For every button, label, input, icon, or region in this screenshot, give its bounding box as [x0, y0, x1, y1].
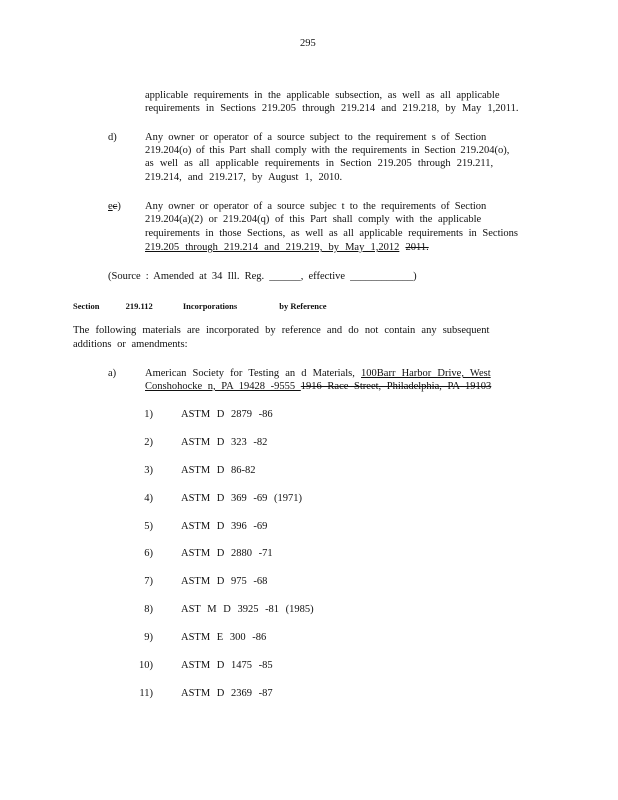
para-d-line-3: as well as all applicable requirements in Section 219.205 through 219.211, — [145, 158, 494, 169]
page-number: 295 — [300, 38, 316, 49]
para-e-line-1: Any owner or operator of a source subjec t to the requirements of Section — [145, 201, 487, 212]
item-a-line-2 — [145, 380, 491, 394]
para-e-inserted-text: 219.205 through 219.214 and 219.219, by May 1,2012 — [145, 242, 400, 253]
astm-item-num: 2) — [144, 437, 153, 448]
source-note-close: ) — [413, 271, 417, 282]
cont-para-line-1: applicable requirements in the applicable subsection, as well as all applicable — [145, 90, 500, 101]
astm-item-text: ASTM E 300 -86 — [181, 632, 267, 643]
item-a-plain-text: American Society for Testing an d Materials, — [145, 368, 362, 379]
section-label: Section — [73, 301, 100, 311]
source-note-blank-2: ____________ — [350, 271, 414, 282]
intro-line-1: The following materials are incorporated by reference and do not contain any subsequent — [73, 325, 490, 336]
intro-line-2: additions or amendments: — [73, 339, 188, 350]
astm-item-text: ASTM D 396 -69 — [181, 521, 268, 532]
source-note-blank-1: ______ — [269, 271, 301, 282]
astm-item-text: ASTM D 1475 -85 — [181, 660, 273, 671]
para-d-line-1: Any owner or operator of a source subject to the requirement s of Section — [145, 132, 487, 143]
item-a-line-1 — [145, 367, 491, 381]
source-note-mid: , effective — [300, 271, 351, 282]
item-a-deleted-address: 1916 Race Street, Philadelphia, PA 19103 — [300, 381, 492, 392]
cont-para-line-2: requirements in Sections 219.205 through 219.214 and 219.218, by May 1,2011. — [145, 103, 519, 114]
source-note — [108, 270, 417, 284]
astm-item-num: 1) — [144, 409, 153, 420]
astm-item-num: 8) — [144, 604, 153, 615]
section-title-2: by Reference — [279, 301, 327, 311]
astm-item-num: 6) — [144, 548, 153, 559]
item-a-label: a) — [108, 368, 117, 379]
astm-item-num: 3) — [144, 465, 153, 476]
astm-item-text: ASTM D 975 -68 — [181, 576, 268, 587]
astm-item-text: ASTM D 86-82 — [181, 465, 256, 476]
para-e-line-4 — [145, 241, 429, 255]
para-e-label-suffix: ) — [117, 201, 121, 212]
astm-item-num: 9) — [144, 632, 153, 643]
astm-item-text: ASTM D 323 -82 — [181, 437, 268, 448]
astm-item-num: 10) — [139, 660, 153, 671]
astm-item-text: AST M D 3925 -81 (1985) — [181, 604, 314, 615]
astm-item-text: ASTM D 2369 -87 — [181, 688, 273, 699]
para-e-deleted-text: 2011. — [405, 242, 429, 253]
astm-item-num: 5) — [144, 521, 153, 532]
source-note-open: (Source : Amended at 34 Ill. Reg. — [108, 271, 270, 282]
section-number: 219.112 — [125, 301, 153, 311]
section-title-1: Incorporations — [182, 301, 238, 311]
para-e-label-inserted: e — [108, 201, 113, 212]
astm-item-num: 11) — [139, 688, 153, 699]
item-a-inserted-address-1: 100Barr Harbor Drive, West — [361, 368, 491, 379]
para-d-label: d) — [108, 132, 117, 143]
astm-item-text: ASTM D 369 -69 (1971) — [181, 493, 302, 504]
para-d-line-2: 219.204(o) of this Part shall comply with the requirements in Section 219.204(o), — [145, 145, 510, 156]
section-heading — [73, 300, 327, 314]
para-d-line-4: 219.214, and 219.217, by August 1, 2010. — [145, 172, 343, 183]
item-a-inserted-address-2: Conshohocke n, PA 19428 -9555 — [145, 381, 301, 392]
astm-item-num: 4) — [144, 493, 153, 504]
para-e-label-deleted: c — [112, 201, 118, 212]
para-e-line-2: 219.204(a)(2) or 219.204(q) of this Part shall comply with the applicable — [145, 214, 482, 225]
astm-item-text: ASTM D 2879 -86 — [181, 409, 273, 420]
astm-item-text: ASTM D 2880 -71 — [181, 548, 273, 559]
para-e-line-3: requirements in those Sections, as well as all applicable requirements in Sections — [145, 228, 518, 239]
astm-item-num: 7) — [144, 576, 153, 587]
para-e-label — [108, 200, 121, 214]
